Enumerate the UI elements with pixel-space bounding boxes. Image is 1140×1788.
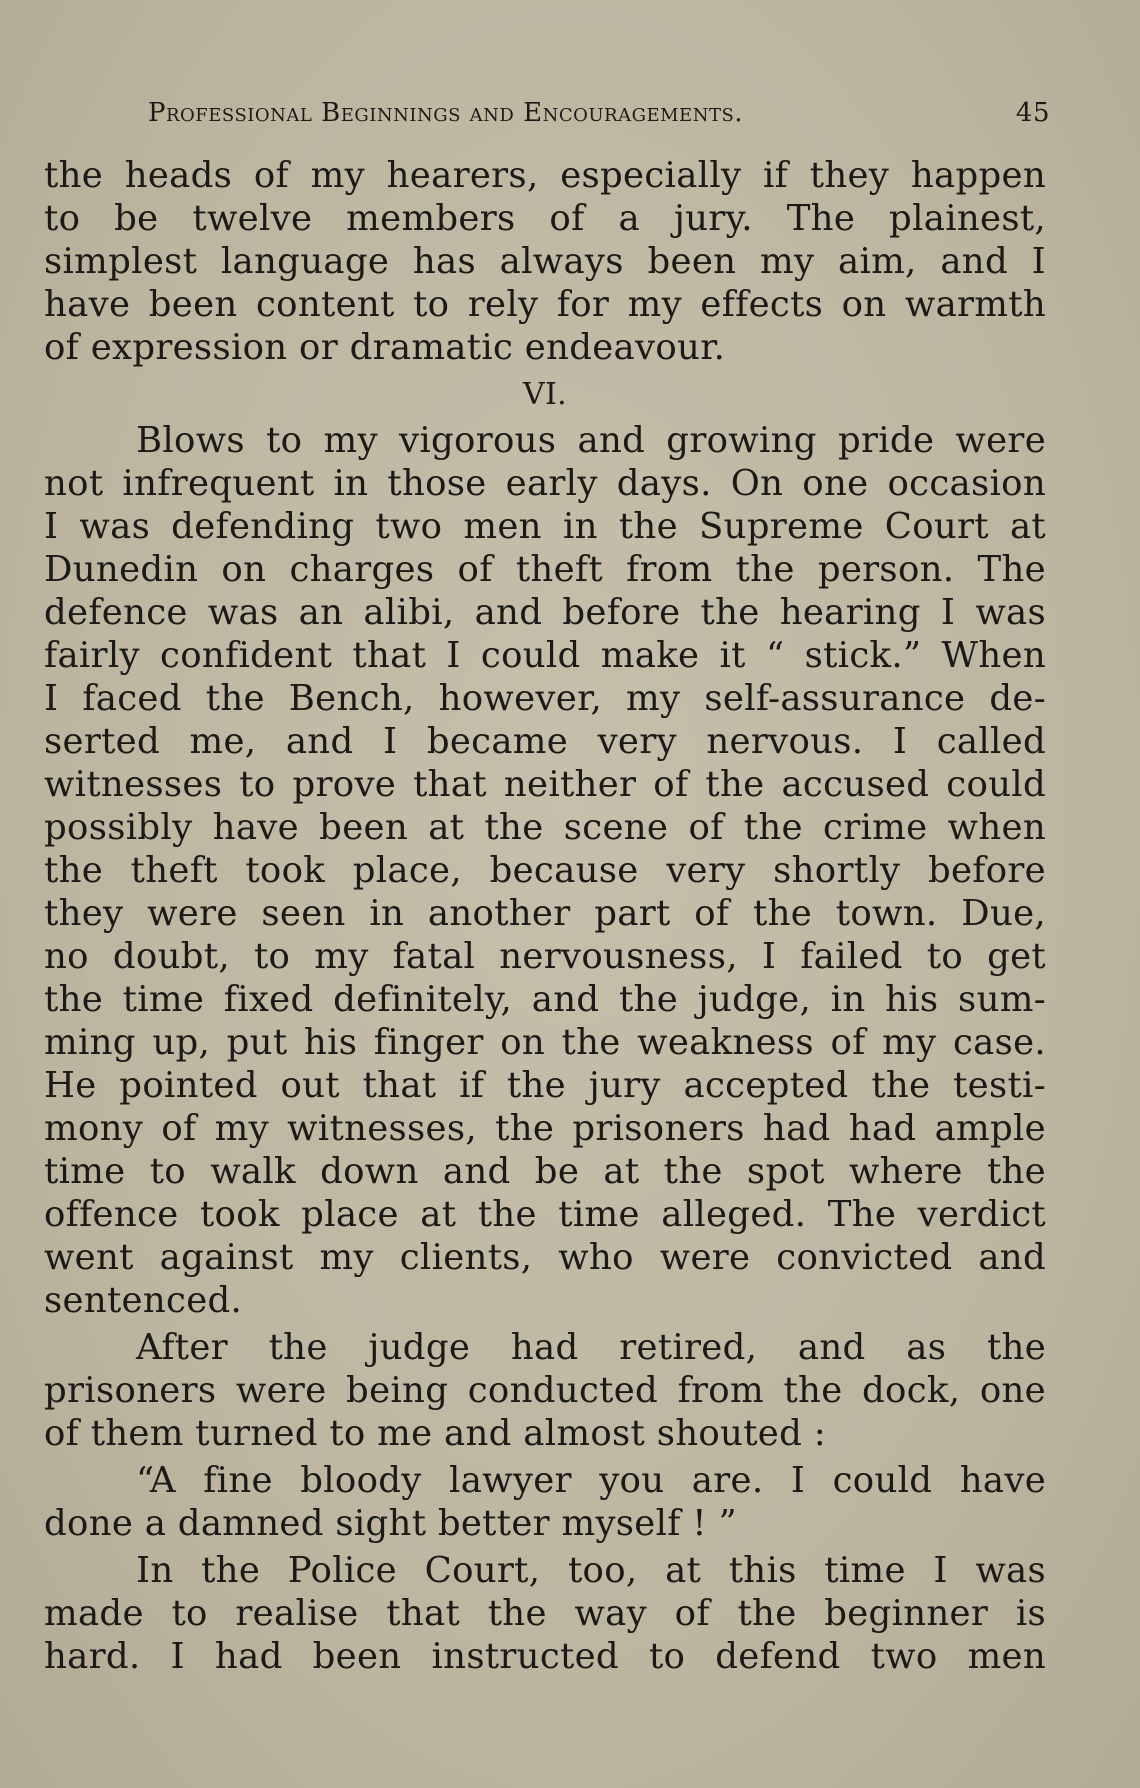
section-heading: VI. — [523, 377, 567, 412]
text-line: to be twelve members of a jury. The plainest, — [44, 198, 1046, 239]
text-line: serted me, and I became very nervous. I called — [44, 721, 1046, 762]
text-line: no doubt, to my fatal nervousness, I failed to get — [44, 936, 1046, 977]
text-line: have been content to rely for my effects on warmth — [44, 284, 1046, 325]
text-line: sentenced. — [44, 1280, 243, 1321]
paragraph-1 — [44, 154, 1046, 369]
text-line: time to walk down and be at the spot where the — [44, 1151, 1046, 1192]
text-line: made to realise that the way of the beginner is — [44, 1593, 1046, 1634]
body-text — [44, 154, 1046, 1678]
text-line: Dunedin on charges of theft from the person. The — [44, 549, 1046, 590]
text-line: of expression or dramatic endeavour. — [44, 327, 726, 368]
text-line: fairly confident that I could make it “ stick.” When — [44, 635, 1046, 676]
text-line: He pointed out that if the jury accepted the testi- — [44, 1065, 1046, 1106]
text-line: not infrequent in those early days. On one occasion — [44, 463, 1046, 504]
text-line: witnesses to prove that neither of the accused could — [44, 764, 1046, 805]
text-line: the heads of my hearers, especially if they happen — [44, 155, 1046, 196]
text-line: offence took place at the time alleged. The verdict — [44, 1194, 1046, 1235]
text-line: Blows to my vigorous and growing pride were — [136, 420, 1046, 461]
text-line: After the judge had retired, and as the — [136, 1327, 1046, 1368]
text-line: I was defending two men in the Supreme Court at — [44, 506, 1046, 547]
text-line: simplest language has always been my aim, and I — [44, 241, 1046, 282]
paragraph-5 — [44, 1549, 1046, 1678]
text-line: they were seen in another part of the town. Due, — [44, 893, 1046, 934]
text-line: mony of my witnesses, the prisoners had had ample — [44, 1108, 1046, 1149]
running-title: Professional Beginnings and Encouragements. — [148, 98, 744, 128]
paragraph-4 — [44, 1459, 1046, 1545]
running-header — [148, 98, 1050, 142]
text-line: went against my clients, who were convicted and — [44, 1237, 1046, 1278]
text-line: done a damned sight better myself ! ” — [44, 1503, 737, 1544]
paragraph-2 — [44, 419, 1046, 1322]
paragraph-3 — [44, 1326, 1046, 1455]
text-line: “A fine bloody lawyer you are. I could have — [136, 1460, 1046, 1501]
text-line: ming up, put his finger on the weakness of my case. — [44, 1022, 1046, 1063]
text-line: defence was an alibi, and before the hearing I was — [44, 592, 1046, 633]
text-line: prisoners were being conducted from the dock, one — [44, 1370, 1046, 1411]
text-line: the theft took place, because very shortly before — [44, 850, 1046, 891]
text-line: the time fixed definitely, and the judge, in his sum- — [44, 979, 1046, 1020]
text-line: possibly have been at the scene of the crime when — [44, 807, 1046, 848]
text-line: In the Police Court, too, at this time I was — [136, 1550, 1046, 1591]
text-line: I faced the Bench, however, my self-assurance de- — [44, 678, 1046, 719]
text-line: hard. I had been instructed to defend two men — [44, 1636, 1046, 1677]
page-number: 45 — [1015, 98, 1050, 128]
text-line: of them turned to me and almost shouted : — [44, 1413, 826, 1454]
